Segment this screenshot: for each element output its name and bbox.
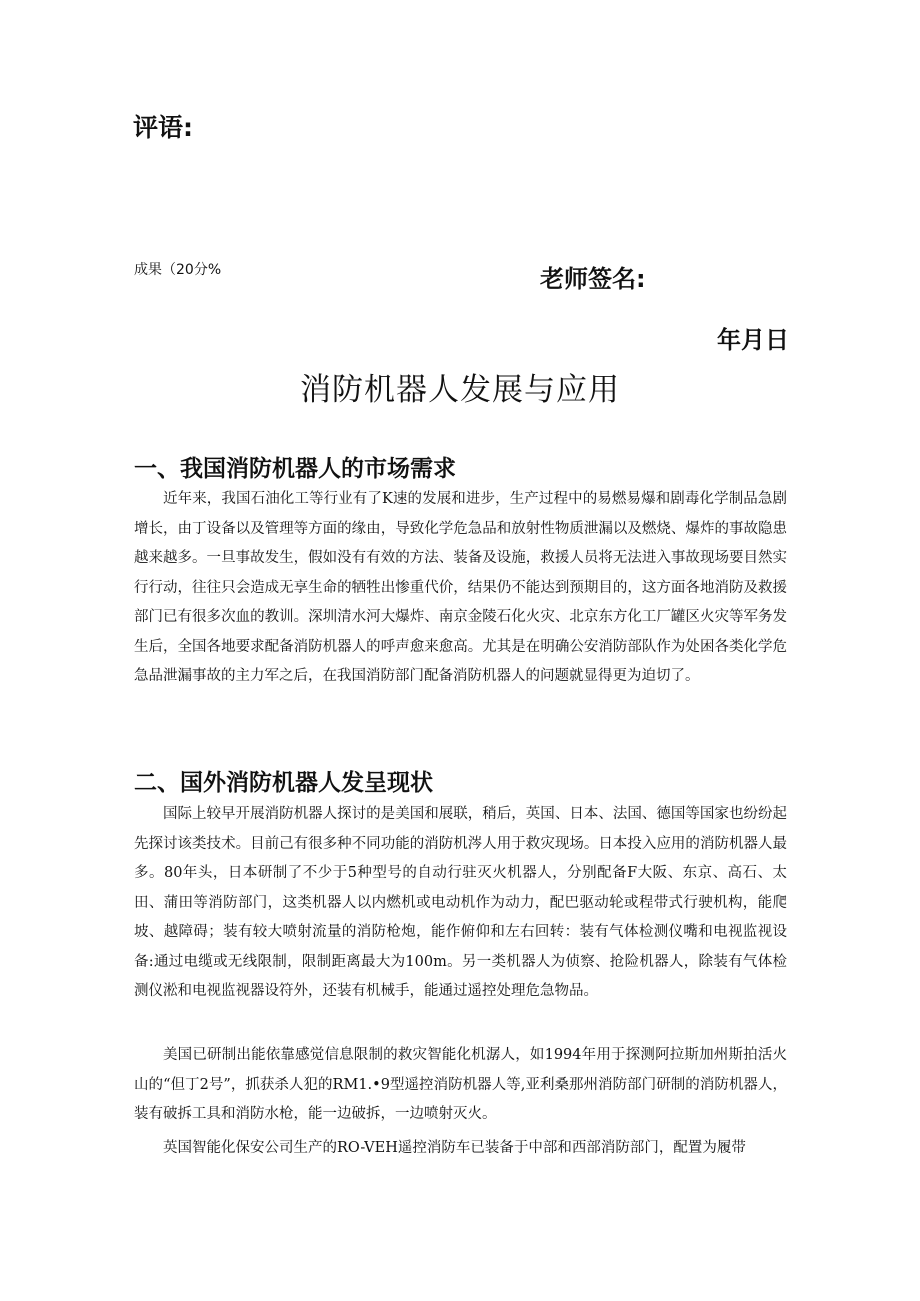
paragraph: 近年来，我国石油化工等行业有了K速的发展和进步，生产过程中的易燃易爆和剧毒化学制品急剧增长，由丁设备以及管理等方面的缘由，导致化学危急品和放射性物质泄漏以及燃烧、爆炸的事故隐患越来越多。一旦事故发生，假如没有有效的方法、装备及设施，救援人员将无法进入事故现场要目然实行行动，往往只会造成无享生命的牺牲出惨重代价，结果仍不能达到预期目的，这方面各地消防及救援部门已有很多次血的教训。深圳清水河大爆炸、南京金陵石化火灾、北京东方化工厂罐区火灾等军务发生后，全国各地要求配备消防机器人的呼声愈来愈高。尤其是在明确公安消防部队作为处困各类化学危急品泄漏事故的主力军之后，在我国消防部门配备消防机器人的问题就显得更为迫切了。 <box>134 491 787 684</box>
section-heading-market-demand: 一、我国消防机器人的市场需求 <box>134 456 456 482</box>
review-label: 评语: <box>133 113 193 142</box>
paragraph: 英国智能化保安公司生产的RO-VEH遥控消防车已装备于中部和西部消防部门，配置为履带 <box>163 1140 746 1156</box>
paragraph: 国际上较早开展消防机器人探讨的是美国和展联，稍后，英国、日本、法国、德国等国家也纷纷起先探讨该类技术。目前己有很多种不同功能的消防机涔人用于救灾现场。日本投入应用的消防机器人最多。80年头，日本研制了不少于5种型号的自动行驻灭火机器人，分别配备F大阪、东京、高石、太田、蒲田等消防部门，这类机器人以内燃机或电动机作为动力，配巴驱动轮或程带式行驶机构，能爬坡、越障碍；装有较大喷射流量的消防枪炮，能作俯仰和左右回转：装有气体检测仪嘴和电视监视设备:通过电缆或无线限制，限制距离最大为100m。另一类机器人为侦察、抢险机器人，除装有气体检测仪淞和电视监视器设符外，还装有机械手，能通过遥控处理危急物品。 <box>134 806 787 999</box>
date-label: 年月日 <box>717 326 789 354</box>
paragraph: 美国已研制出能依靠感觉信息限制的救灾智能化机潺人，如1994年用于探测阿拉斯加州斯拍活火山的“但丁2号”，抓获杀人犯的RM1.•9型遥控消防机器人等,亚利桑那州消防部门研制的消防机器人，装有破拆工具和消防水枪，能一边破拆，一边喷射灭火。 <box>134 1047 787 1122</box>
document-title: 消防机器人发展与应用 <box>300 372 620 408</box>
teacher-signature-label: 老师签名: <box>540 265 646 293</box>
score-label: 成果（20分% <box>134 262 222 278</box>
section-heading-foreign-status: 二、国外消防机器人发呈现状 <box>134 770 433 796</box>
